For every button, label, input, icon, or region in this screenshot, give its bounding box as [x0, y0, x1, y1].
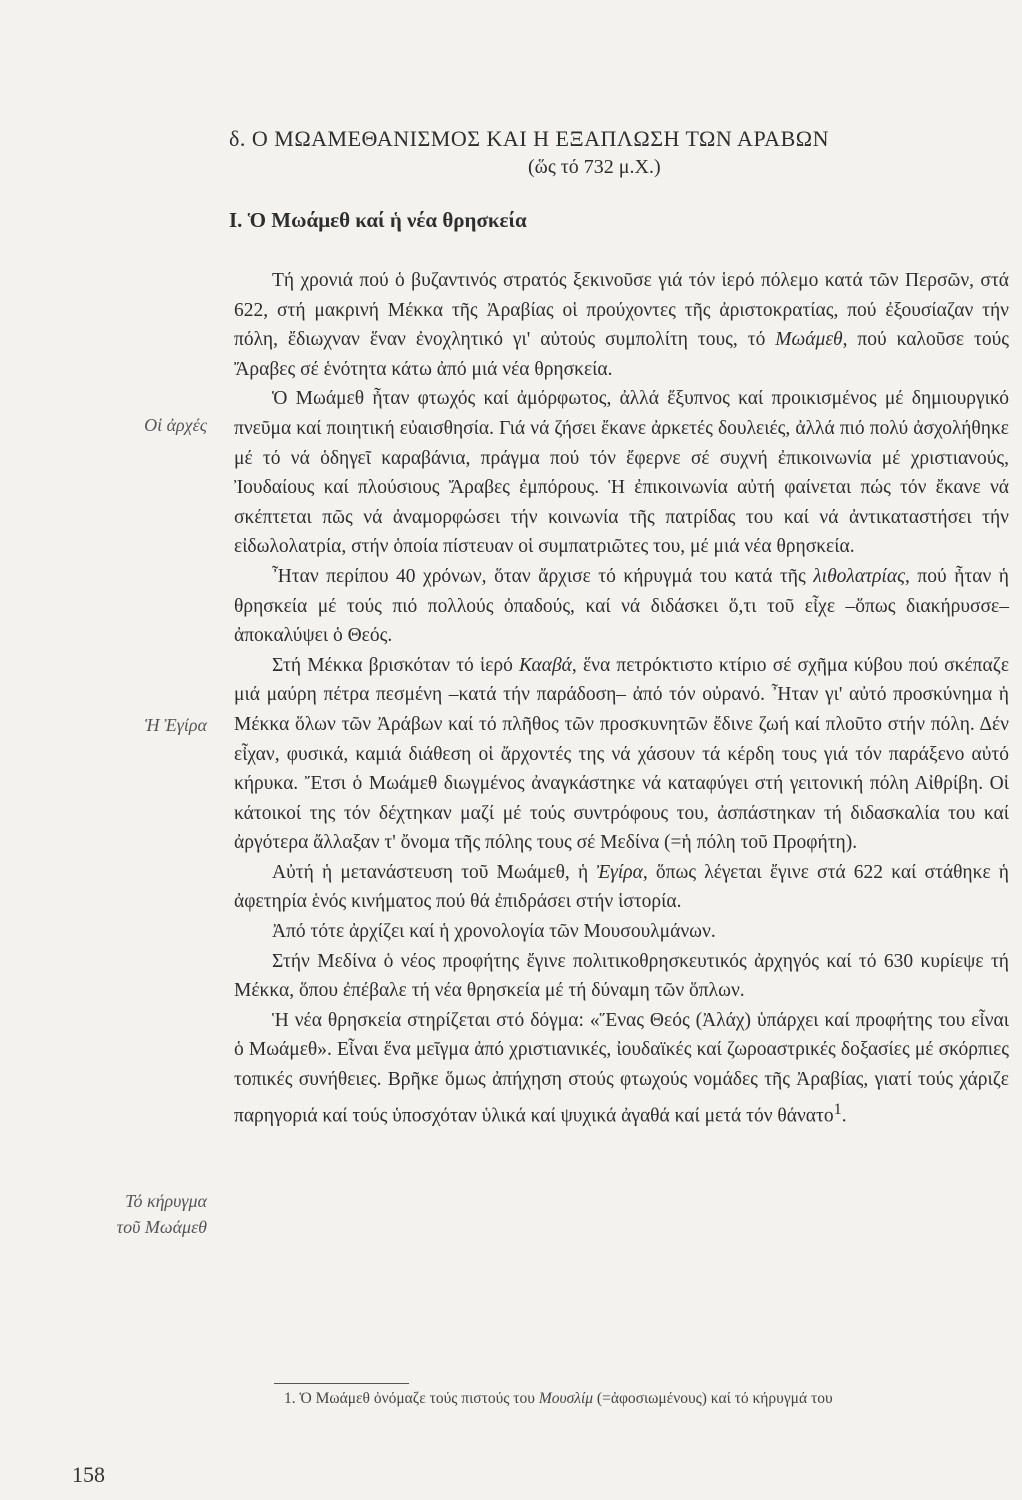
paragraph-6: Ἀπό τότε ἀρχίζει καί ἡ χρονολογία τῶν Μουσουλμάνων.: [272, 921, 716, 943]
footnote-divider: [274, 1383, 409, 1384]
footnote: [284, 1390, 1014, 1408]
margin-note-preaching-line2: τοῦ Μωάμεθ: [116, 1217, 207, 1237]
paragraph-5-text-b: , ὅπως λέγεται ἔγινε στά 622 καί στάθηκε ἡ ἀφετηρία ἑνός κινήματος πού θά ἐπιδράσει στήν ἱστορία.: [234, 861, 1009, 913]
paragraph-4-text-a: Στή Μέκκα βρισκόταν τό ἱερό: [272, 654, 520, 676]
footnote-reference: 1: [833, 1099, 842, 1118]
paragraph-5: [234, 858, 1009, 917]
body-text: [234, 266, 1009, 1131]
margin-note-origins: Οἱ ἀρχές: [144, 415, 207, 435]
paragraph-8-text-a: Ἡ νέα θρησκεία στηρίζεται στό δόγμα: «Ἕνας Θεός (Ἀλάχ) ὑπάρχει καί προφήτης του εἶναι ὁ Μωάμεθ». Εἶναι ἕνα μεῖγμα ἀπό χριστιανικές, ἰουδαϊκές καί ζωροαστρικές δοξασίες μέ σκόρπιες τοπικές συνήθειες. Βρῆκε ὅμως ἀπήχηση στούς φτωχούς νομάδες τῆς Ἀραβίας, γιατί τούς χάριζε παρηγοριά καί τούς ὑποσχόταν ὑλικά καί ψυχικά ἀγαθά καί μετά τόν θάνατο: [234, 1009, 1009, 1127]
paragraph-8-text-b: .: [841, 1105, 847, 1127]
paragraph-8: [234, 1006, 1009, 1131]
footnote-term: Μουσλίμ: [538, 1390, 594, 1407]
paragraph-4-kaaba: Κααβά: [519, 654, 572, 676]
chapter-subtitle: (ὥς τό 732 μ.Χ.): [528, 156, 661, 178]
paragraph-1-text-a: Τή χρονιά πού ὁ βυζαντινός στρατός ξεκινοῦσε γιά τόν ἱερό πόλεμο κατά τῶν Περσῶν, στά 622, στή μακρινή Μέκκα τῆς Ἀραβίας οἱ προύχοντες τῆς ἀριστοκρατίας, πού ἐξουσίαζαν τήν πόλη, ἔδιωχναν ἕναν ἐνοχλητικό γι' αὐτούς συμπολίτη τους, τό: [234, 270, 1009, 351]
page-number: 158: [72, 1462, 105, 1487]
footnote-prefix: 1. Ὁ Μωάμεθ ὀνόμαζε τούς πιστούς του: [284, 1390, 539, 1407]
paragraph-5-hegira: Ἐγίρα: [596, 861, 643, 883]
paragraph-1: [234, 266, 1009, 384]
margin-note-preaching-line1: Τό κήρυγμα: [125, 1191, 207, 1211]
margin-note-preaching: [117, 1188, 207, 1240]
margin-note-hegira: Ἡ Ἐγίρα: [144, 715, 207, 735]
paragraph-5-text-a: Αὐτή ἡ μετανάστευση τοῦ Μωάμεθ, ἡ: [272, 861, 597, 883]
paragraph-3-text-b: , πού ἦταν ἡ θρησκεία μέ τούς πιό πολλούς ὀπαδούς, καί νά διδάσκει ὅ,τι τοῦ εἶχε –ὅπως διακήρυσσε– ἀποκαλύψει ὁ Θεός.: [234, 565, 1010, 647]
paragraph-1-name: Μωάμεθ: [775, 329, 843, 351]
section-title: Ι. Ὁ Μωάμεθ καί ἡ νέα θρησκεία: [229, 208, 527, 232]
paragraph-3: [234, 562, 1009, 651]
footnote-suffix: (=ἀφοσιωμένους) καί τό κήρυγμά του: [593, 1390, 833, 1407]
paragraph-1-text-b: , πού καλοῦσε τούς Ἄραβες σέ ἑνότητα κάτω ἀπό μιά νέα θρησκεία.: [234, 329, 1009, 380]
paragraph-4-text-b: , ἕνα πετρόκτιστο κτίριο σέ σχῆμα κύβου πού σκέπαζε μιά μαύρη πέτρα πεσμένη –κατά τήν παράδοση– ἀπό τόν οὐρανό. Ἦταν γι' αὐτό προσκύνημα ἡ Μέκκα ὅλων τῶν Ἀράβων καί τό πλῆθος τῶν προσκυνητῶν ἔδινε ζωή καί πλοῦτο στήν πόλη. Δέν εἶχαν, φυσικά, καμιά διάθεση οἱ ἄρχοντές της νά χάσουν τά κέρδη τους γιά τόν παράξενο αὐτό κήρυκα. Ἔτσι ὁ Μωάμεθ διωγμένος ἀναγκάστηκε νά καταφύγει στή γειτονική πόλη Αἰθρίβη. Οἱ κάτοικοί της τόν δέχτηκαν μαζί μέ τούς συντρόφους του, ἀσπάστηκαν τή διδασκαλία του καί ἀργότερα ἄλλαξαν τ' ὄνομα τῆς πόλης τους σέ Μεδίνα (=ἡ πόλη τοῦ Προφήτη).: [234, 654, 1010, 854]
paragraph-2: Ὁ Μωάμεθ ἦταν φτωχός καί ἀμόρφωτος, ἀλλά ἔξυπνος καί προικισμένος μέ δημιουργικό πνεῦμα καί ποιητική εὐαισθησία. Γιά νά ζήσει ἔκανε ἀρκετές δουλειές, ἀλλά πιό πολύ ἀσχολήθηκε μέ τό νά ὁδηγεῖ καραβάνια, πράγμα πού τόν ἔφερνε σέ συχνή ἐπικοινωνία μέ χριστιανούς, Ἰουδαίους καί πλούσιους Ἄραβες ἐμπόρους. Ἡ ἐπικοινωνία αὐτή φαίνεται πώς τόν ἔκανε νά σκέπτεται πῶς νά ἀναμορφώσει τήν κοινωνία τῆς πατρίδας του καί νά ἀντικαταστήσει τήν εἰδωλολατρία, στήν ὁποία πίστευαν οἱ συμπατριῶτες του, μέ μιά νέα θρησκεία.: [234, 388, 1009, 558]
paragraph-3-text-a: Ἦταν περίπου 40 χρόνων, ὅταν ἄρχισε τό κήρυγμά του κατά τῆς: [272, 565, 814, 587]
chapter-title: δ. Ο ΜΩΑΜΕΘΑΝΙΣΜΟΣ ΚΑΙ Η ΕΞΑΠΛΩΣΗ ΤΩΝ ΑΡΑΒΩΝ: [229, 126, 829, 151]
paragraph-4: [234, 651, 1009, 858]
paragraph-7: Στήν Μεδίνα ὁ νέος προφήτης ἔγινε πολιτικοθρησκευτικός ἀρχηγός καί τό 630 κυρίεψε τή Μέκκα, ὅπου ἐπέβαλε τή νέα θρησκεία μέ τή δύναμη τῶν ὅπλων.: [234, 950, 1009, 1002]
paragraph-3-term: λιθολατρίας: [813, 565, 905, 587]
